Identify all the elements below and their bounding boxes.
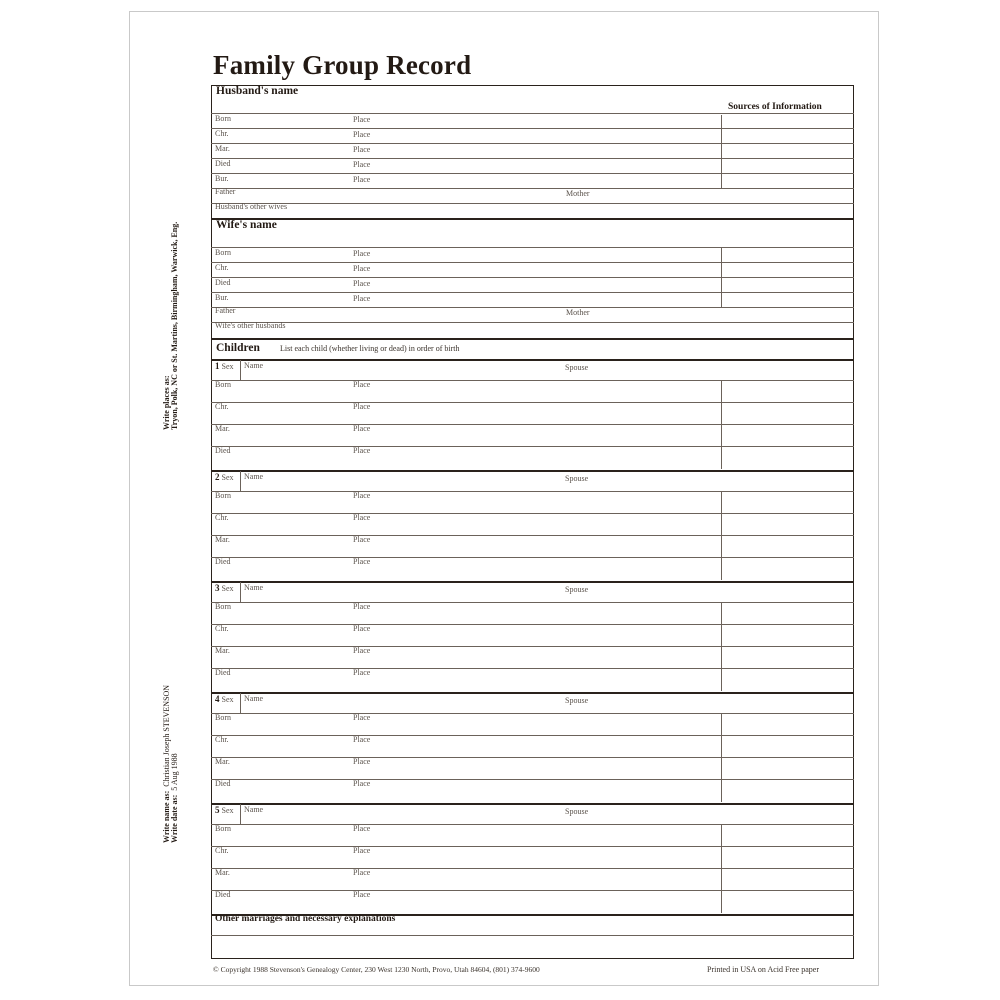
child-place-label: Place	[353, 757, 371, 766]
child-spouse-label: Spouse	[565, 474, 589, 483]
child-event-line	[211, 890, 854, 891]
child-event-label: Chr.	[215, 624, 229, 633]
child-event-label: Mar.	[215, 868, 230, 877]
child-event-label: Chr.	[215, 735, 229, 744]
child-event-label: Died	[215, 890, 231, 899]
child-place-label: Place	[353, 779, 371, 788]
child-number: 2	[215, 472, 220, 482]
child-section-end	[211, 470, 854, 472]
child-place-label: Place	[353, 713, 371, 722]
child-name-label: Name	[244, 361, 264, 370]
child-spouse-label: Spouse	[565, 696, 589, 705]
margin-names-note	[163, 685, 179, 843]
child-place-label: Place	[353, 735, 371, 744]
child-event-label: Mar.	[215, 535, 230, 544]
form-frame	[211, 85, 854, 959]
husband-place-label: Place	[353, 115, 371, 124]
child-place-label: Place	[353, 890, 371, 899]
husband-parents-line	[211, 203, 854, 204]
child-event-line	[211, 735, 854, 736]
wife-event-line	[211, 277, 854, 278]
child-name-label: Name	[244, 472, 264, 481]
husband-place-label: Place	[353, 130, 371, 139]
child-event-line	[211, 868, 854, 869]
husband-event-label: Born	[215, 114, 231, 123]
child-section-end	[211, 581, 854, 583]
child-event-label: Chr.	[215, 513, 229, 522]
child-name-label: Name	[244, 805, 264, 814]
sex-name-divider	[240, 360, 241, 380]
wife-place-label: Place	[353, 249, 371, 258]
child-place-label: Place	[353, 446, 371, 455]
child-name-label: Name	[244, 583, 264, 592]
wife-place-label: Place	[353, 279, 371, 288]
husband-event-line	[211, 173, 854, 174]
child-number-sex	[215, 695, 234, 704]
wife-top-line	[211, 247, 854, 248]
wife-event-label: Bur.	[215, 293, 229, 302]
child-place-label: Place	[353, 602, 371, 611]
husband-mother-label: Mother	[566, 189, 590, 198]
child-number-sex	[215, 584, 234, 593]
child-number-sex	[215, 806, 234, 815]
children-heading: Children	[216, 342, 260, 354]
wife-section-end	[211, 338, 854, 340]
child-event-label: Born	[215, 491, 231, 500]
child-number: 1	[215, 361, 220, 371]
sex-name-divider	[240, 804, 241, 824]
name-format-example: Christian Joseph STEVENSON	[162, 684, 171, 787]
child-sex-label: Sex	[221, 584, 234, 593]
child-event-label: Born	[215, 380, 231, 389]
husband-top-line	[211, 113, 854, 114]
child-sex-label: Sex	[221, 362, 234, 371]
copyright-footer: © Copyright 1988 Stevenson's Genealogy Center, 230 West 1230 North, Provo, Utah 84604, (801) 374-9600	[213, 965, 540, 974]
child-event-label: Mar.	[215, 757, 230, 766]
date-format-example: 5 Aug 1988	[170, 753, 179, 791]
child-event-label: Born	[215, 713, 231, 722]
wife-parents-line	[211, 322, 854, 323]
husband-event-line	[211, 188, 854, 189]
wife-mother-label: Mother	[566, 308, 590, 317]
husband-place-label: Place	[353, 175, 371, 184]
husband-other-wives-label: Husband's other wives	[215, 202, 288, 211]
husband-event-label: Died	[215, 159, 231, 168]
child-event-line	[211, 424, 854, 425]
child-place-label: Place	[353, 424, 371, 433]
wife-place-label: Place	[353, 264, 371, 273]
child-sex-label: Sex	[221, 806, 234, 815]
child-number: 4	[215, 694, 220, 704]
child-event-label: Chr.	[215, 846, 229, 855]
child-number-sex	[215, 362, 234, 371]
sex-name-divider	[240, 582, 241, 602]
wife-event-line	[211, 307, 854, 308]
child-place-label: Place	[353, 668, 371, 677]
other-marriages-heading: Other marriages and necessary explanations	[215, 914, 396, 924]
sex-name-divider	[240, 471, 241, 491]
husband-event-label: Mar.	[215, 144, 230, 153]
child-event-label: Born	[215, 824, 231, 833]
child-sex-label: Sex	[221, 695, 234, 704]
child-spouse-label: Spouse	[565, 807, 589, 816]
child-event-label: Died	[215, 446, 231, 455]
child-name-label: Name	[244, 694, 264, 703]
child-place-label: Place	[353, 513, 371, 522]
child-name-line	[211, 491, 854, 492]
husband-event-label: Chr.	[215, 129, 229, 138]
child-event-line	[211, 646, 854, 647]
child-place-label: Place	[353, 646, 371, 655]
wife-event-label: Born	[215, 248, 231, 257]
child-section-end	[211, 692, 854, 694]
child-section-end	[211, 803, 854, 805]
wife-event-line	[211, 262, 854, 263]
child-place-label: Place	[353, 535, 371, 544]
child-event-label: Died	[215, 779, 231, 788]
child-event-line	[211, 668, 854, 669]
child-place-label: Place	[353, 402, 371, 411]
child-spouse-label: Spouse	[565, 363, 589, 372]
child-event-line	[211, 557, 854, 558]
printed-footer: Printed in USA on Acid Free paper	[707, 965, 819, 974]
wife-father-label: Father	[215, 306, 236, 315]
child-number: 5	[215, 805, 220, 815]
other-marriages-line	[211, 935, 854, 936]
wife-other-husbands-label: Wife's other husbands	[215, 321, 286, 330]
child-event-label: Chr.	[215, 402, 229, 411]
child-name-line	[211, 824, 854, 825]
wife-name-heading: Wife's name	[216, 219, 277, 231]
child-place-label: Place	[353, 824, 371, 833]
child-event-line	[211, 446, 854, 447]
margin-places-note	[163, 222, 179, 430]
child-event-label: Born	[215, 602, 231, 611]
child-name-line	[211, 602, 854, 603]
husband-event-line	[211, 158, 854, 159]
child-place-label: Place	[353, 624, 371, 633]
sex-name-divider	[240, 693, 241, 713]
child-event-label: Mar.	[215, 646, 230, 655]
husband-place-label: Place	[353, 145, 371, 154]
child-event-label: Died	[215, 557, 231, 566]
child-name-line	[211, 380, 854, 381]
children-header-line	[211, 359, 854, 361]
husband-event-label: Bur.	[215, 174, 229, 183]
wife-event-label: Died	[215, 278, 231, 287]
husband-name-heading: Husband's name	[216, 85, 299, 97]
child-event-line	[211, 535, 854, 536]
child-place-label: Place	[353, 557, 371, 566]
child-event-line	[211, 757, 854, 758]
wife-place-label: Place	[353, 294, 371, 303]
child-event-line	[211, 402, 854, 403]
sources-header: Sources of Information	[728, 102, 822, 112]
child-event-line	[211, 624, 854, 625]
child-event-line	[211, 513, 854, 514]
child-name-line	[211, 713, 854, 714]
husband-father-label: Father	[215, 187, 236, 196]
husband-place-label: Place	[353, 160, 371, 169]
child-event-line	[211, 779, 854, 780]
child-place-label: Place	[353, 846, 371, 855]
child-event-label: Died	[215, 668, 231, 677]
husband-section-end	[211, 218, 854, 220]
child-place-label: Place	[353, 868, 371, 877]
child-place-label: Place	[353, 491, 371, 500]
sources-column-line	[721, 115, 722, 188]
child-event-line	[211, 846, 854, 847]
form-title: Family Group Record	[213, 50, 472, 80]
child-number-sex	[215, 473, 234, 482]
wife-event-label: Chr.	[215, 263, 229, 272]
child-place-label: Place	[353, 380, 371, 389]
sources-column-line	[721, 247, 722, 307]
name-format-label: Write name as:	[162, 790, 171, 843]
child-spouse-label: Spouse	[565, 585, 589, 594]
child-event-label: Mar.	[215, 424, 230, 433]
wife-event-line	[211, 292, 854, 293]
child-number: 3	[215, 583, 220, 593]
husband-event-line	[211, 143, 854, 144]
places-example: Tryon, Polk, NC or St. Martins, Birmingham, Warwick, Eng.	[170, 221, 179, 430]
places-label: Write places as:	[162, 375, 171, 430]
husband-event-line	[211, 128, 854, 129]
child-sex-label: Sex	[221, 473, 234, 482]
date-format-label: Write date as:	[170, 794, 179, 843]
children-instruction: List each child (whether living or dead) in order of birth	[280, 344, 460, 353]
